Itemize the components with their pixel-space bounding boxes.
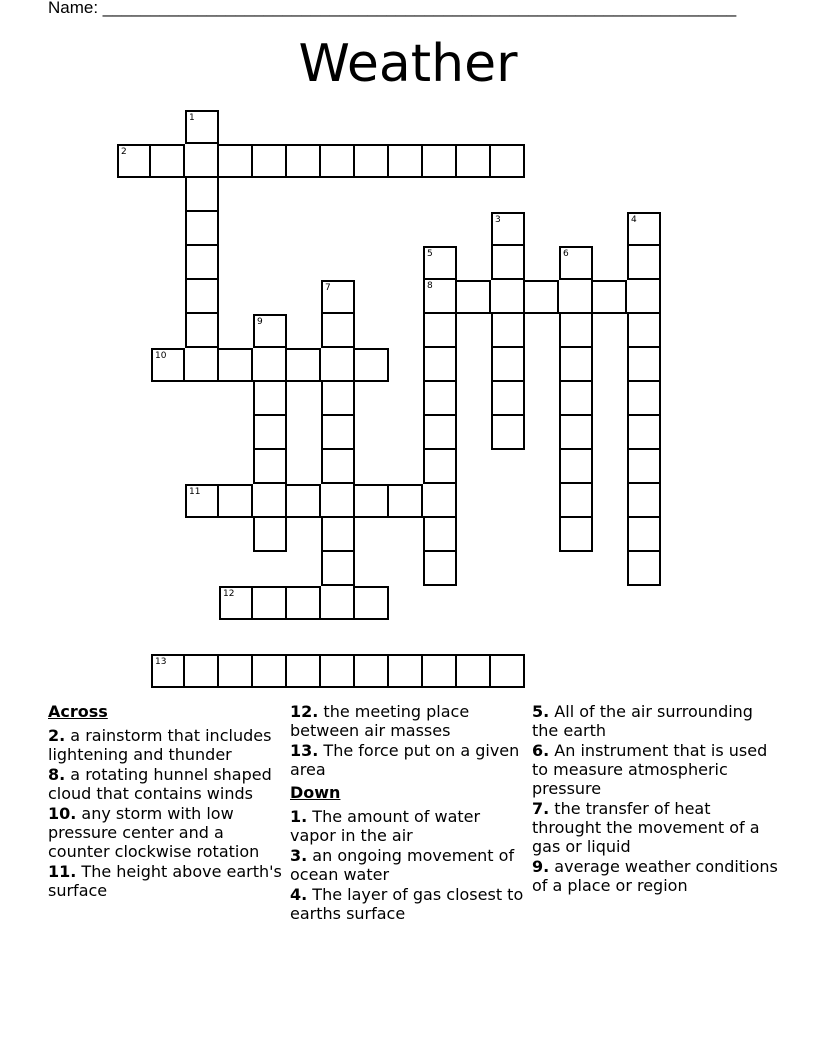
clue-text: The force put on a given area [290,741,520,779]
clue-number: 6. [532,741,550,760]
clue-number: 1. [290,807,308,826]
clue-down-3 [290,846,526,884]
grid-cell[interactable] [423,484,457,518]
grid-cell[interactable] [355,144,389,178]
clues-column-1 [48,702,284,901]
grid-cell[interactable] [321,586,355,620]
grid-cell[interactable] [355,586,389,620]
clue-text: any storm with low pressure center and a counter clockwise rotation [48,804,260,861]
grid-cell[interactable] [559,382,593,416]
clue-number: 13. [290,741,319,760]
grid-cell[interactable] [627,280,661,314]
grid-cell[interactable] [321,144,355,178]
grid-cell[interactable] [253,450,287,484]
grid-cell[interactable] [559,348,593,382]
grid-cell[interactable] [389,144,423,178]
clue-number: 11. [48,862,77,881]
grid-cell[interactable] [559,450,593,484]
grid-cell[interactable] [491,212,525,246]
grid-cell[interactable] [219,484,253,518]
cell-number: 6 [563,249,569,259]
grid-cell[interactable] [185,212,219,246]
grid-cell[interactable] [287,484,321,518]
clue-number: 4. [290,885,308,904]
grid-cell[interactable] [491,280,525,314]
grid-cell[interactable] [185,110,219,144]
grid-cell[interactable] [423,246,457,280]
grid-cell[interactable] [423,144,457,178]
grid-cell[interactable] [559,246,593,280]
clue-across-2 [48,726,284,764]
grid-cell[interactable] [185,654,219,688]
grid-cell[interactable] [321,552,355,586]
cell-number: 12 [223,589,235,599]
grid-cell[interactable] [355,348,389,382]
clue-down-1 [290,807,526,845]
grid-cell[interactable] [627,450,661,484]
grid-cell[interactable] [389,484,423,518]
grid-cell[interactable] [423,654,457,688]
cell-number: 8 [427,281,433,291]
clue-text: a rainstorm that includes lightening and thunder [48,726,272,764]
grid-cell[interactable] [627,314,661,348]
clue-text: The height above earth's surface [48,862,282,900]
clue-text: the meeting place between air masses [290,702,470,740]
cell-number: 4 [631,215,637,225]
grid-cell[interactable] [355,484,389,518]
grid-cell[interactable] [185,314,219,348]
grid-cell[interactable] [423,450,457,484]
grid-cell[interactable] [627,246,661,280]
clue-text: a rotating hunnel shaped cloud that contains winds [48,765,272,803]
grid-cell[interactable] [627,348,661,382]
clue-number: 2. [48,726,66,745]
grid-cell[interactable] [185,246,219,280]
grid-cell[interactable] [253,518,287,552]
grid-cell[interactable] [185,348,219,382]
cell-number: 11 [189,487,201,497]
grid-cell[interactable] [491,246,525,280]
grid-cell[interactable] [253,654,287,688]
grid-cell[interactable] [321,518,355,552]
clue-number: 12. [290,702,319,721]
grid-cell[interactable] [457,280,491,314]
cell-number: 10 [155,351,167,361]
grid-cell[interactable] [559,280,593,314]
grid-cell[interactable] [185,178,219,212]
grid-cell[interactable] [253,314,287,348]
grid-cell[interactable] [423,518,457,552]
grid-cell[interactable] [423,382,457,416]
grid-cell[interactable] [423,552,457,586]
down-heading: Down [290,783,341,802]
clue-text: All of the air surrounding the earth [532,702,753,740]
grid-cell[interactable] [219,654,253,688]
grid-cell[interactable] [253,416,287,450]
grid-cell[interactable] [457,144,491,178]
grid-cell[interactable] [185,144,219,178]
clue-down-4 [290,885,526,923]
grid-cell[interactable] [321,450,355,484]
grid-cell[interactable] [457,654,491,688]
clue-across-11 [48,862,284,900]
cell-number: 9 [257,317,263,327]
grid-cell[interactable] [117,144,151,178]
clue-text: The amount of water vapor in the air [290,807,481,845]
grid-cell[interactable] [491,144,525,178]
grid-cell[interactable] [559,518,593,552]
grid-cell[interactable] [593,280,627,314]
grid-cell[interactable] [355,654,389,688]
grid-cell[interactable] [423,348,457,382]
clue-down-5 [532,702,782,740]
clue-number: 9. [532,857,550,876]
clue-across-8 [48,765,284,803]
grid-cell[interactable] [253,348,287,382]
grid-cell[interactable] [287,654,321,688]
clues-column-2 [290,702,526,924]
puzzle-title: Weather [298,34,518,94]
across-heading: Across [48,702,108,721]
grid-cell[interactable] [219,144,253,178]
clue-number: 8. [48,765,66,784]
grid-cell[interactable] [321,484,355,518]
clue-down-7 [532,799,782,856]
clue-number: 3. [290,846,308,865]
grid-cell[interactable] [389,654,423,688]
grid-cell[interactable] [627,518,661,552]
grid-cell[interactable] [287,144,321,178]
grid-cell[interactable] [525,280,559,314]
grid-cell[interactable] [627,212,661,246]
clue-down-9 [532,857,782,895]
grid-cell[interactable] [423,280,457,314]
clue-across-12 [290,702,526,740]
grid-cell[interactable] [423,416,457,450]
grid-cell[interactable] [491,654,525,688]
cell-number: 13 [155,657,167,667]
clues-column-3 [532,702,782,896]
clue-across-10 [48,804,284,861]
grid-cell[interactable] [423,314,457,348]
clue-number: 5. [532,702,550,721]
clue-text: average weather conditions of a place or region [532,857,778,895]
grid-cell[interactable] [219,348,253,382]
clue-down-6 [532,741,782,798]
grid-cell[interactable] [185,280,219,314]
grid-cell[interactable] [219,586,253,620]
grid-cell[interactable] [253,586,287,620]
grid-cell[interactable] [321,654,355,688]
cell-number: 7 [325,283,331,293]
cell-number: 1 [189,113,195,123]
grid-cell[interactable] [253,484,287,518]
grid-cell[interactable] [151,348,185,382]
grid-cell[interactable] [321,416,355,450]
name-field[interactable]: Name: ___________________________________________________________________ [48,0,737,17]
grid-cell[interactable] [559,484,593,518]
clue-number: 7. [532,799,550,818]
clue-across-13 [290,741,526,779]
grid-cell[interactable] [253,144,287,178]
grid-cell[interactable] [627,382,661,416]
cell-number: 5 [427,249,433,259]
grid-cell[interactable] [559,314,593,348]
grid-cell[interactable] [321,382,355,416]
grid-cell[interactable] [627,416,661,450]
grid-cell[interactable] [491,416,525,450]
grid-cell[interactable] [491,382,525,416]
clue-text: the transfer of heat throught the movement of a gas or liquid [532,799,760,856]
grid-cell[interactable] [253,382,287,416]
grid-cell[interactable] [321,348,355,382]
grid-cell[interactable] [287,348,321,382]
grid-cell[interactable] [627,484,661,518]
grid-cell[interactable] [185,484,219,518]
clue-text: An instrument that is used to measure atmospheric pressure [532,741,768,798]
grid-cell[interactable] [627,552,661,586]
grid-cell[interactable] [151,654,185,688]
grid-cell[interactable] [491,348,525,382]
grid-cell[interactable] [287,586,321,620]
cell-number: 3 [495,215,501,225]
clue-text: an ongoing movement of ocean water [290,846,515,884]
grid-cell[interactable] [321,314,355,348]
clue-text: The layer of gas closest to earths surface [290,885,524,923]
clue-number: 10. [48,804,77,823]
grid-cell[interactable] [491,314,525,348]
cell-number: 2 [121,147,127,157]
grid-cell[interactable] [559,416,593,450]
grid-cell[interactable] [151,144,185,178]
grid-cell[interactable] [321,280,355,314]
